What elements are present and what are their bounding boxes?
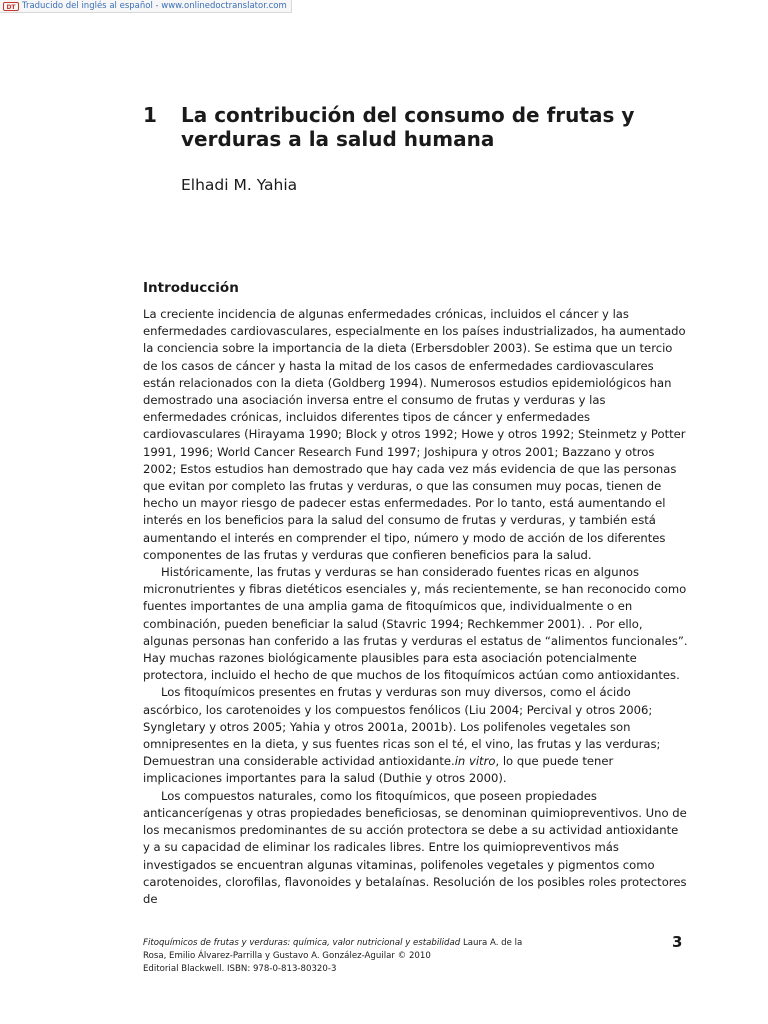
translator-banner[interactable] xyxy=(0,0,292,13)
paragraph-3 xyxy=(143,684,688,787)
chapter-title: La contribución del consumo de frutas y verduras a la salud humana xyxy=(181,103,635,151)
chapter-number: 1 xyxy=(143,103,157,127)
footer-citation xyxy=(143,937,523,976)
paragraph-1: La creciente incidencia de algunas enfermedades crónicas, incluidos el cáncer y las enfermedades cardiovasculares, especialmente en los países industrializados, ha aumentado la conciencia sobre la importancia de la dieta (Erbersdobler 2003). Se estima que un tercio de los casos de cáncer y hasta la mitad de los casos de enfermedades cardiovasculares están relacionados con la dieta (Goldberg 1994). Numerosos estudios epidemiológicos han demostrado una asociación inversa entre el consumo de frutas y verduras y las enfermedades crónicas, incluidos diferentes tipos de cáncer y enfermedades cardiovasculares (Hirayama 1990; Block y otros 1992; Howe y otros 1992; Steinmetz y Potter 1991, 1996; World Cancer Research Fund 1997; Joshipura y otros 2001; Bazzano y otros 2002; Estos estudios han demostrado que hay cada vez más evidencia de que las personas que evitan por completo las frutas y verduras, o que las consumen muy pocas, tienen de hecho un mayor riesgo de padecer estas enfermedades. Por lo tanto, está aumentando el interés en los beneficios para la salud del consumo de frutas y verduras, y también está aumentando el interés en comprender el tipo, número y modo de acción de los diferentes componentes de las frutas y verduras que confieren beneficios para la salud. xyxy=(143,307,686,562)
paragraph-3-italic: in vitro xyxy=(454,754,496,769)
section-heading: Introducción xyxy=(143,280,239,296)
chapter-author: Elhadi M. Yahia xyxy=(181,176,298,194)
paragraph-2: Históricamente, las frutas y verduras se han considerado fuentes ricas en algunos micronutrientes y fibras dietéticos esenciales y, más recientemente, se han reconocido como fuentes importantes de una amplia gama de fitoquímicos que, individualmente o en combinación, pueden beneficiar la salud (Stavric 1994; Rechkemmer 2001). . Por ello, algunas personas han conferido a las frutas y verduras el estatus de “alimentos funcionales”. Hay muchas razones biológicamente plausibles para esta asociación potencialmente protectora, incluido el hecho de que muchos de los fitoquímicos actúan como antioxidantes. xyxy=(143,565,688,683)
paragraph-3-text-a: Los fitoquímicos presentes en frutas y verduras son muy diversos, como el ácido ascórbico, los carotenoides y los compuestos fenólicos (Liu 2004; Percival y otros 2006; Syngletary y otros 2005; Yahia y otros 2001a, 2001b). Los polifenoles vegetales son omnipresentes en la dieta, y sus fuentes ricas son el té, el vino, las frutas y las verduras; Demuestran una considerable actividad antioxidante. xyxy=(143,685,661,769)
paragraph-3-text-b: , lo que puede tener implicaciones importantes para la salud (Duthie y otros 2000). xyxy=(143,754,614,786)
footer-publisher: Editorial Blackwell. ISBN: 978-0-813-80320-3 xyxy=(143,964,337,974)
footer-book-title: Fitoquímicos de frutas y verduras: química, valor nutricional y estabilidad xyxy=(143,938,461,948)
paragraph-4: Los compuestos naturales, como los fitoquímicos, que poseen propiedades anticancerígenas y otras propiedades beneficiosas, se denominan quimiopreventivos. Uno de los mecanismos predominantes de su acción protectora se debe a su actividad antioxidante y a su capacidad de eliminar los radicales libres. Entre los quimiopreventivos más investigados se encuentran algunas vitaminas, polifenoles vegetales y pigmentos como carotenoides, clorofilas, flavonoides y betalaínas. Resolución de los posibles roles protectores de xyxy=(143,788,687,906)
translator-banner-link[interactable]: Traducido del inglés al español - www.onlinedoctranslator.com xyxy=(22,1,287,11)
body-text xyxy=(143,306,688,908)
translator-logo-icon: DT xyxy=(3,2,19,11)
footer-editors: Laura A. de la Rosa, Emilio Álvarez-Parrilla y Gustavo A. González-Aguilar © 2010 xyxy=(143,938,523,961)
page-number: 3 xyxy=(672,933,683,951)
